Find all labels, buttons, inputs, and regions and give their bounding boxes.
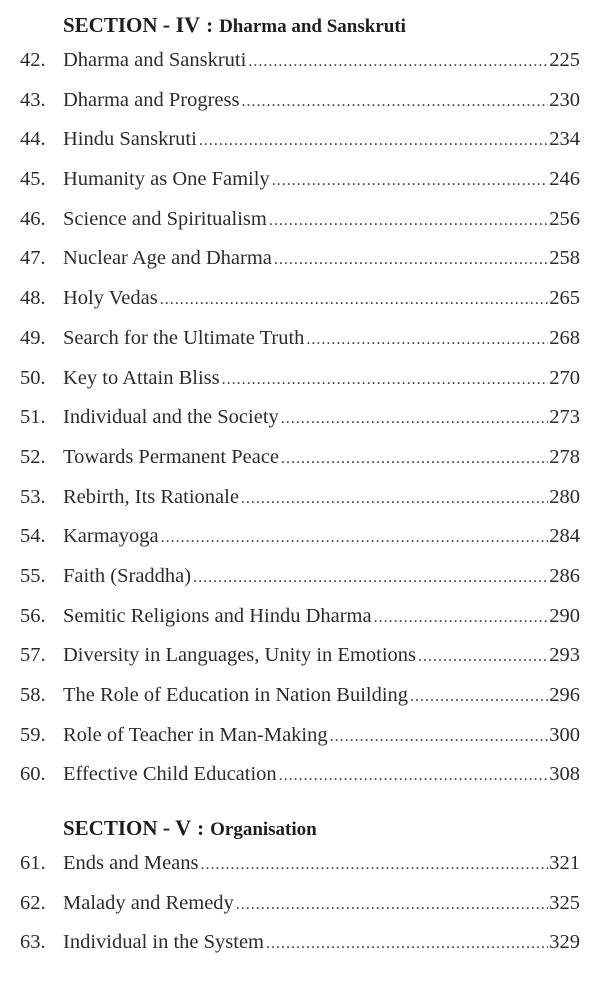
dot-leader <box>274 252 548 268</box>
entry-number: 55. <box>20 564 46 587</box>
entry-title: Science and Spiritualism <box>63 207 267 230</box>
entry-title: Effective Child Education <box>63 763 277 786</box>
entry-page-number: 321 <box>549 852 580 874</box>
entry-page-number: 230 <box>549 88 580 111</box>
entry-page-number: 246 <box>549 168 580 191</box>
entry-page-number: 286 <box>549 564 580 587</box>
section-separator: : <box>206 13 214 37</box>
entry-number: 48. <box>20 287 46 310</box>
dot-leader <box>330 729 549 745</box>
entry-title: The Role of Education in Nation Building <box>63 684 409 706</box>
entry-number: 46. <box>20 207 46 230</box>
entry-number: 62. <box>20 891 46 914</box>
section-numeral: - V <box>162 815 192 840</box>
dot-leader <box>201 857 549 873</box>
dot-leader <box>222 372 549 388</box>
entry-number: 45. <box>20 168 46 191</box>
section-label: SECTION <box>63 816 158 840</box>
dot-leader <box>193 570 548 586</box>
dot-leader <box>241 491 548 507</box>
entry-title: Diversity in Languages, Unity in Emotions <box>63 644 417 667</box>
entry-title: Role of Teacher in Man-Making <box>63 723 328 746</box>
entry-page-number: 278 <box>549 445 580 468</box>
section-heading <box>20 815 317 841</box>
entry-title: Ends and Means <box>63 852 199 874</box>
entry-page-number: 234 <box>549 128 580 151</box>
entry-title: Dharma and Progress <box>63 88 240 111</box>
entry-number: 54. <box>20 525 46 548</box>
section-title: Dharma and Sanskruti <box>219 16 406 37</box>
entry-page-number: 225 <box>549 49 580 71</box>
entry-title: Hindu Sanskruti <box>63 128 197 151</box>
dot-leader <box>160 292 549 308</box>
entry-title: Karmayoga <box>63 525 159 548</box>
entry-page-number: 329 <box>549 931 580 954</box>
toc-list <box>20 852 580 971</box>
dot-leader <box>269 213 548 229</box>
toc-entry <box>20 931 580 971</box>
toc-entry <box>20 892 580 932</box>
toc-entry <box>20 128 580 168</box>
entry-page-number: 270 <box>549 366 580 389</box>
entry-title: Holy Vedas <box>63 287 158 310</box>
entry-page-number: 273 <box>549 406 580 429</box>
entry-page-number: 256 <box>549 207 580 230</box>
toc-entry <box>20 486 580 526</box>
entry-number: 56. <box>20 604 46 627</box>
toc-entry <box>20 763 580 803</box>
dot-leader <box>248 54 548 70</box>
entry-title: Faith (Sraddha) <box>63 564 192 587</box>
entry-page-number: 280 <box>549 485 580 508</box>
toc-entry <box>20 49 580 89</box>
section-heading <box>20 12 406 38</box>
entry-page-number: 290 <box>549 604 580 627</box>
toc-list <box>20 49 580 803</box>
toc-entry <box>20 367 580 407</box>
dot-leader <box>272 173 549 189</box>
entry-title: Humanity as One Family <box>63 168 270 191</box>
entry-number: 42. <box>20 49 46 71</box>
toc-entry <box>20 327 580 367</box>
entry-page-number: 308 <box>549 763 580 786</box>
entry-number: 53. <box>20 485 46 508</box>
toc-entry <box>20 852 580 892</box>
entry-title: Towards Permanent Peace <box>63 445 280 468</box>
dot-leader <box>236 897 548 913</box>
entry-page-number: 325 <box>549 891 580 914</box>
dot-leader <box>281 451 548 467</box>
entry-page-number: 293 <box>549 644 580 667</box>
entry-page-number: 265 <box>549 287 580 310</box>
dot-leader <box>161 530 549 546</box>
toc-entry <box>20 247 580 287</box>
dot-leader <box>374 610 549 626</box>
dot-leader <box>410 689 548 705</box>
toc-entry <box>20 684 580 724</box>
entry-page-number: 268 <box>549 326 580 349</box>
entry-title: Individual and the Society <box>63 406 279 429</box>
toc-entry <box>20 208 580 248</box>
section-numeral: - IV <box>162 12 201 37</box>
toc-entry <box>20 525 580 565</box>
entry-page-number: 300 <box>549 723 580 746</box>
entry-title: Individual in the System <box>63 931 264 954</box>
entry-number: 57. <box>20 644 46 667</box>
entry-number: 63. <box>20 931 46 954</box>
entry-number: 60. <box>20 763 46 786</box>
entry-number: 61. <box>20 852 46 874</box>
dot-leader <box>279 768 549 784</box>
toc-entry <box>20 406 580 446</box>
dot-leader <box>281 411 548 427</box>
section-title: Organisation <box>210 819 317 840</box>
entry-title: Rebirth, Its Rationale <box>63 485 239 508</box>
entry-number: 43. <box>20 88 46 111</box>
entry-title: Key to Attain Bliss <box>63 366 220 389</box>
entry-number: 58. <box>20 684 46 706</box>
toc-entry <box>20 724 580 764</box>
entry-number: 51. <box>20 406 46 429</box>
entry-title: Search for the Ultimate Truth <box>63 326 305 349</box>
toc-entry <box>20 446 580 486</box>
entry-number: 50. <box>20 366 46 389</box>
entry-page-number: 258 <box>549 247 580 270</box>
toc-entry <box>20 287 580 327</box>
entry-number: 52. <box>20 445 46 468</box>
toc-entry <box>20 89 580 129</box>
entry-number: 59. <box>20 723 46 746</box>
toc-entry <box>20 605 580 645</box>
dot-leader <box>199 133 548 149</box>
entry-title: Nuclear Age and Dharma <box>63 247 272 270</box>
toc-entry <box>20 565 580 605</box>
entry-title: Dharma and Sanskruti <box>63 49 247 71</box>
dot-leader <box>241 94 548 110</box>
toc-entry <box>20 644 580 684</box>
dot-leader <box>306 332 548 348</box>
entry-number: 49. <box>20 326 46 349</box>
entry-title: Semitic Religions and Hindu Dharma <box>63 604 372 627</box>
entry-title: Malady and Remedy <box>63 891 234 914</box>
dot-leader <box>418 649 548 665</box>
entry-page-number: 296 <box>549 684 580 706</box>
toc-entry <box>20 168 580 208</box>
section-separator: : <box>197 816 205 840</box>
section-label: SECTION <box>63 13 158 37</box>
entry-number: 47. <box>20 247 46 270</box>
entry-number: 44. <box>20 128 46 151</box>
entry-page-number: 284 <box>549 525 580 548</box>
dot-leader <box>266 936 548 952</box>
